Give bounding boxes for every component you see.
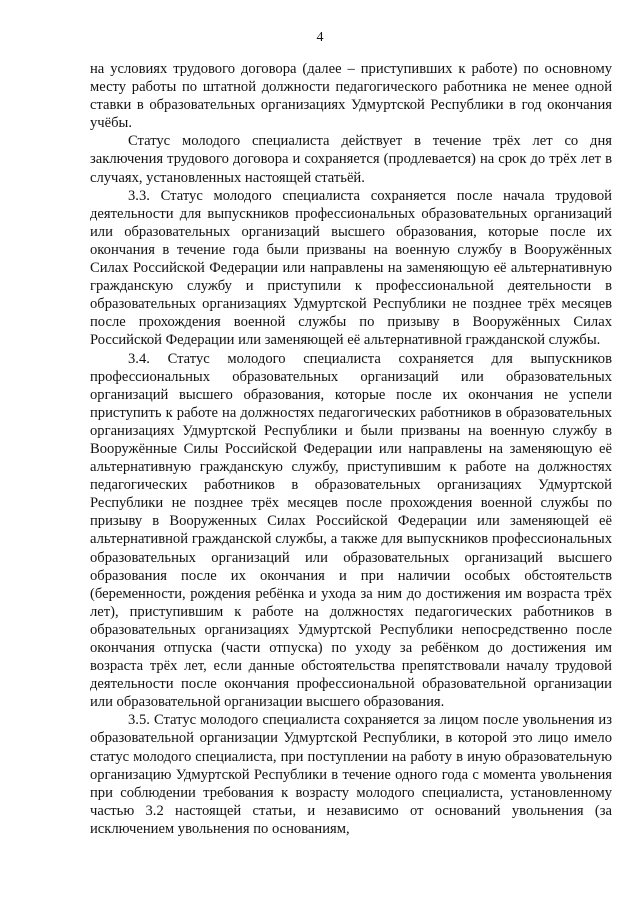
paragraph-clause-3-4: 3.4. Статус молодого специалиста сохраняется для выпускников профессиональных образовательных организаций или образовательных организаций высшего образования, которые после их окончания не успели приступить к работе на должностях педагогических работников в образовательных организациях Удмуртской Республики и были призваны на военную службу в Вооружённые Силы Российской Федерации или направлены на заменяющую её альтернативную гражданскую службу, приступившим к работе на должностях педагогических работников в образовательных организациях Удмуртской Республики не позднее трёх месяцев после прохождения военной службы по призыву в Вооруженных Силах Российской Федерации или заменяющей её альтернативной гражданской службы, а также для выпускников профессиональных образовательных организаций или образовательных организаций высшего образования после их окончания и при наличии особых обстоятельств (беременности, рождения ребёнка и ухода за ним до достижения им возраста трёх лет), приступившим к работе на должностях педагогических работников в образовательных организациях Удмуртской Республики непосредственно после окончания отпуска (части отпуска) по уходу за ребёнком до достижения им возраста трёх лет, если данные обстоятельства препятствовали началу трудовой деятельности после окончания профессиональной образовательной организации или образовательной организации высшего образования. [90,350,612,711]
paragraph-clause-3-5: 3.5. Статус молодого специалиста сохраняется за лицом после увольнения из образовательной организации Удмуртской Республики, в которой это лицо имело статус молодого специалиста, при поступлении на работу в иную образовательную организацию Удмуртской Республики в течение одного года с момента увольнения при соблюдении требования к возрасту молодого специалиста, установленному частью 3.2 настоящей статьи, и независимо от оснований увольнения (за исключением увольнения по основаниям, [90,712,612,837]
page-number: 4 [316,30,324,45]
paragraph-status-duration: Статус молодого специалиста действует в течение трёх лет со дня заключения трудового договора и сохраняется (продлевается) на срок до трёх лет в случаях, установленных настоящей статьёй. [90,133,612,186]
paragraph-clause-3-3: 3.3. Статус молодого специалиста сохраняется после начала трудовой деятельности для выпускников профессиональных образовательных организаций или образовательных организаций высшего образования, которые после их окончания в течение года были призваны на военную службу в Вооружённых Силах Российской Федерации или направлены на заменяющую её альтернативную гражданскую службу и приступили к профессиональной деятельности в образовательных организациях Удмуртской Республики не позднее трёх месяцев после прохождения военной службы по призыву в Вооружённых Силах Российской Федерации или заменяющей её альтернативной гражданской службы. [90,187,612,349]
document-body [90,60,612,838]
paragraph-continuation: на условиях трудового договора (далее – приступивших к работе) по основному месту работы по штатной должности педагогического работника не менее одной ставки в образовательных организациях Удмуртской Республики в год окончания учёбы. [90,61,612,132]
